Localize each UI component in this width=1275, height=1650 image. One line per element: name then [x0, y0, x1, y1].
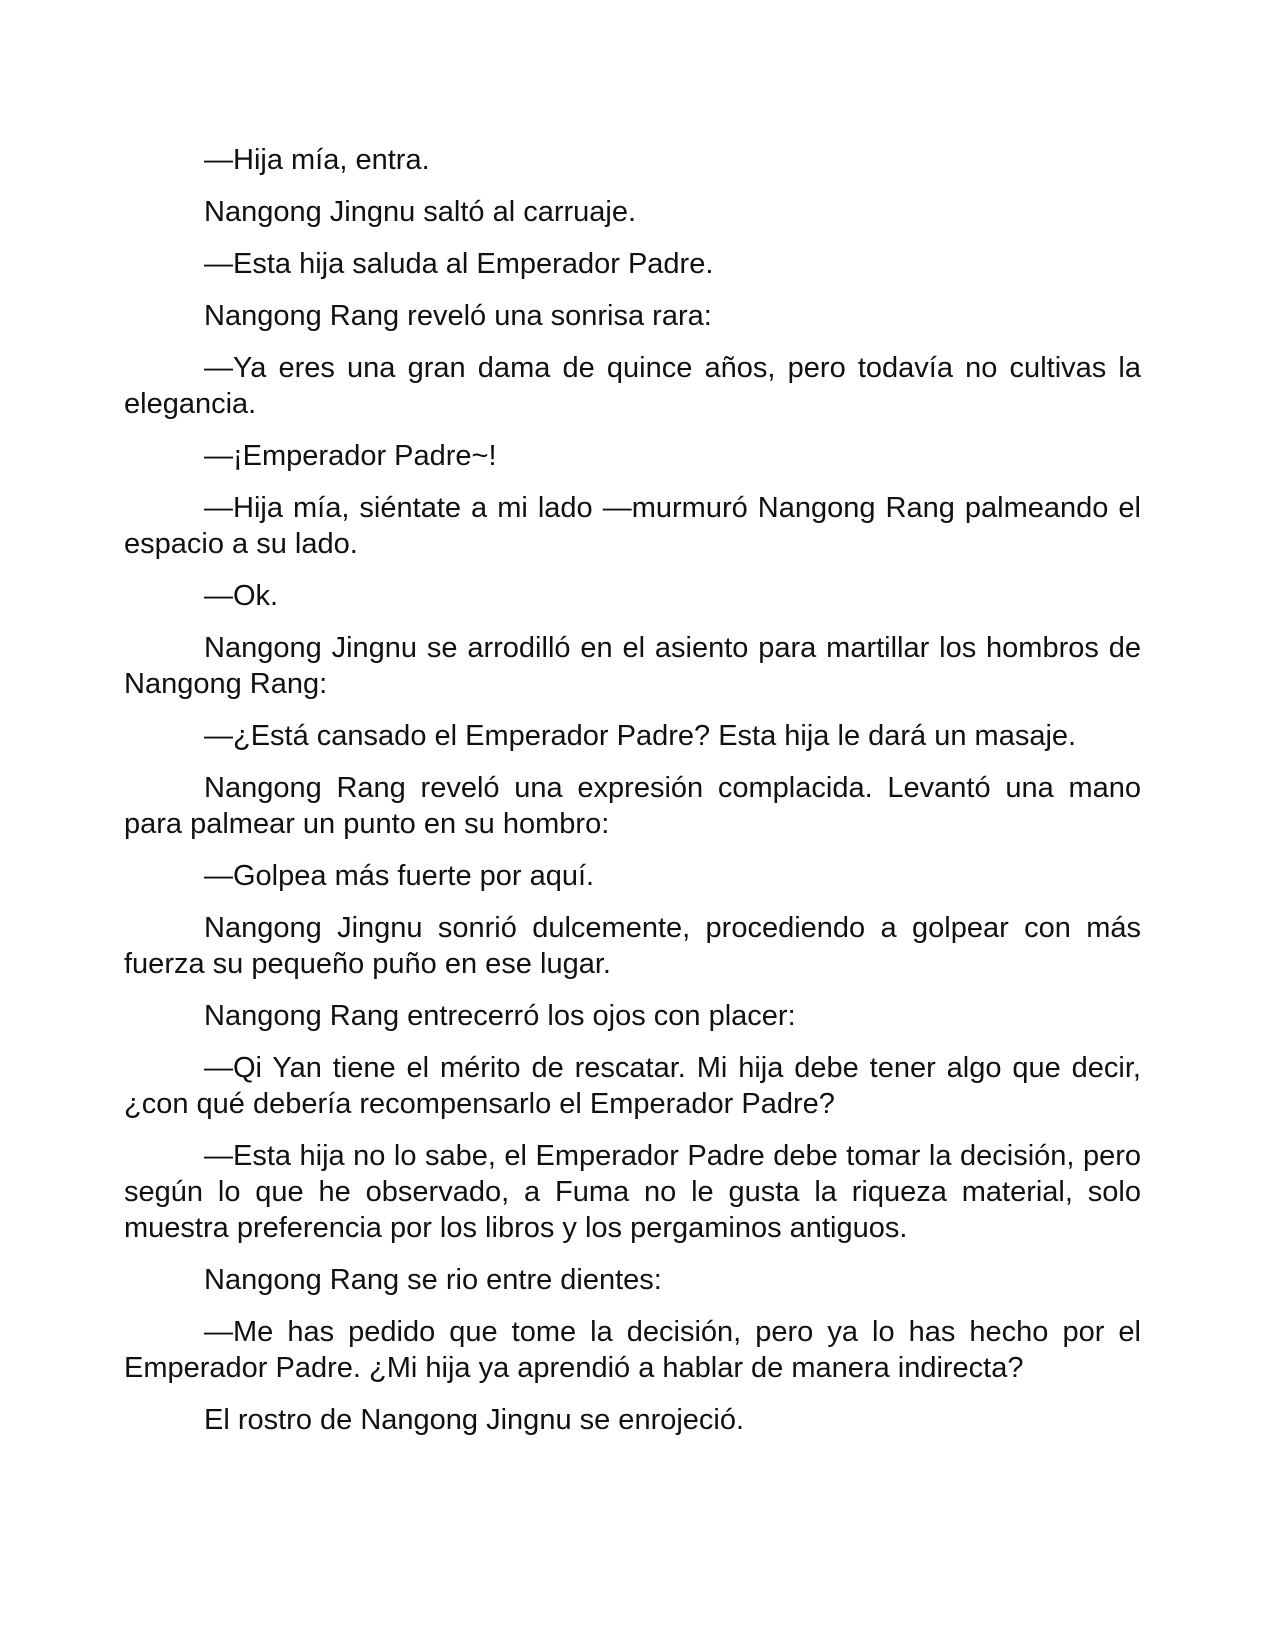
paragraph-15: —Qi Yan tiene el mérito de rescatar. Mi hija debe tener algo que decir, ¿con qué debería recompensarlo el Emperador Padre?: [124, 1052, 1141, 1120]
paragraph-9: Nangong Jingnu se arrodilló en el asiento para martillar los hombros de Nangong Rang:: [124, 632, 1141, 700]
paragraph-2: Nangong Jingnu saltó al carruaje.: [204, 196, 637, 228]
paragraph-11: Nangong Rang reveló una expresión complacida. Levantó una mano para palmear un punto en su hombro:: [124, 772, 1141, 840]
paragraph-18: —Me has pedido que tome la decisión, pero ya lo has hecho por el Emperador Padre. ¿Mi hija ya aprendió a hablar de manera indirecta?: [124, 1316, 1141, 1384]
paragraph-16: —Esta hija no lo sabe, el Emperador Padre debe tomar la decisión, pero según lo que he observado, a Fuma no le gusta la riqueza material, solo muestra preferencia por los libros y los pergaminos antiguos.: [124, 1140, 1141, 1244]
paragraph-6: —¡Emperador Padre~!: [204, 440, 497, 472]
paragraph-7: —Hija mía, siéntate a mi lado —murmuró Nangong Rang palmeando el espacio a su lado.: [124, 492, 1141, 560]
paragraph-19: El rostro de Nangong Jingnu se enrojeció.: [204, 1404, 745, 1436]
paragraph-17: Nangong Rang se rio entre dientes:: [204, 1264, 662, 1296]
paragraph-10: —¿Está cansado el Emperador Padre? Esta hija le dará un masaje.: [204, 720, 1077, 752]
paragraph-14: Nangong Rang entrecerró los ojos con placer:: [204, 1000, 796, 1032]
body-text: [124, 142, 1141, 1454]
paragraph-13: Nangong Jingnu sonrió dulcemente, procediendo a golpear con más fuerza su pequeño puño en ese lugar.: [124, 912, 1141, 980]
paragraph-1: —Hija mía, entra.: [204, 144, 430, 176]
paragraph-5: —Ya eres una gran dama de quince años, pero todavía no cultivas la elegancia.: [124, 352, 1141, 420]
paragraph-4: Nangong Rang reveló una sonrisa rara:: [204, 300, 712, 332]
paragraph-12: —Golpea más fuerte por aquí.: [204, 860, 595, 892]
paragraph-3: —Esta hija saluda al Emperador Padre.: [204, 248, 714, 280]
paragraph-8: —Ok.: [204, 580, 279, 612]
